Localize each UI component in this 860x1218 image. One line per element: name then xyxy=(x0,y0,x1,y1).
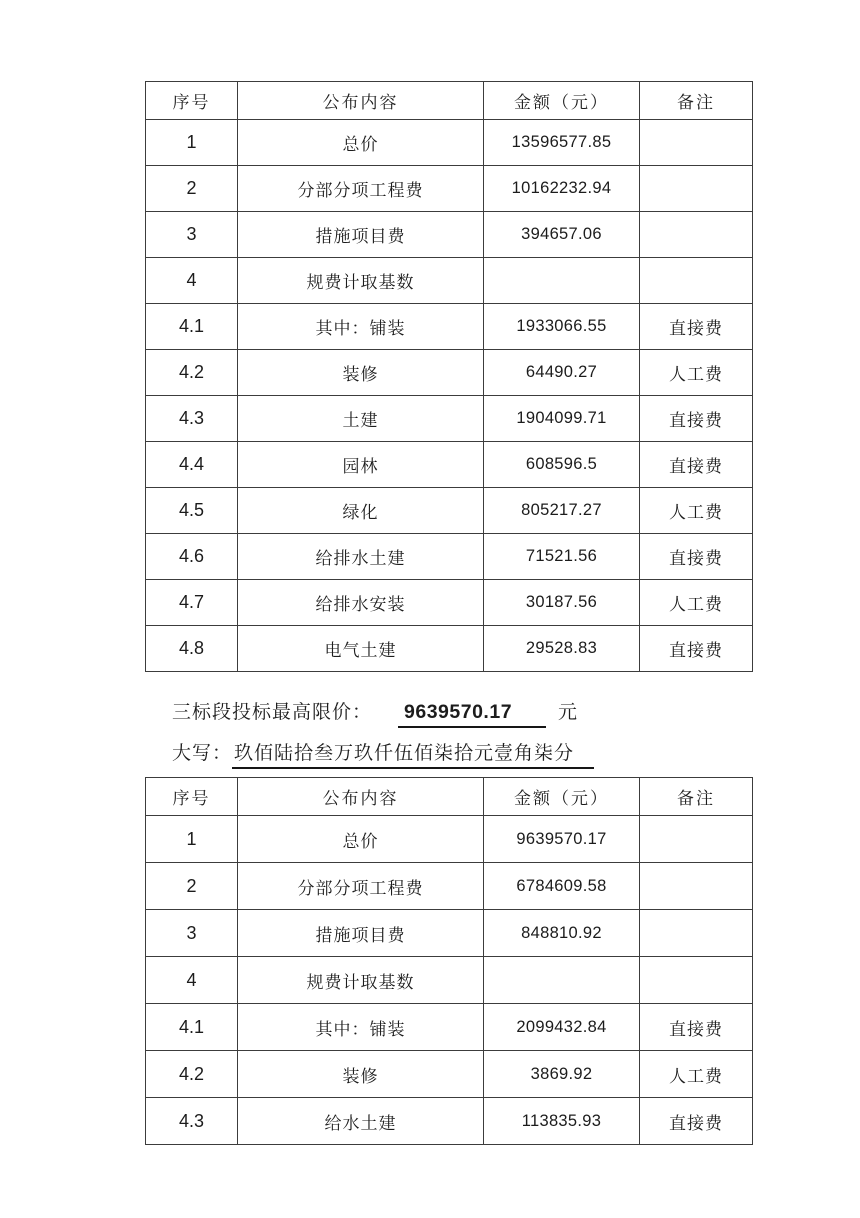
column-header-content: 公布内容 xyxy=(238,778,484,816)
table-row xyxy=(146,350,753,396)
table-row xyxy=(146,1004,753,1051)
cell-amount: 805217.27 xyxy=(484,488,640,534)
cell-amount: 9639570.17 xyxy=(484,816,640,863)
cell-content: 分部分项工程费 xyxy=(238,863,484,910)
cell-seq: 4.6 xyxy=(146,534,238,580)
cell-remark xyxy=(640,863,753,910)
cell-remark xyxy=(640,212,753,258)
max-price-line xyxy=(172,699,860,728)
cell-content: 给排水安装 xyxy=(238,580,484,626)
cell-remark xyxy=(640,957,753,1004)
cell-content: 园林 xyxy=(238,442,484,488)
cell-content: 给水土建 xyxy=(238,1098,484,1145)
max-price-amount: 9639570.17 xyxy=(398,699,546,728)
cell-remark: 直接费 xyxy=(640,1004,753,1051)
cell-amount: 71521.56 xyxy=(484,534,640,580)
table-row xyxy=(146,910,753,957)
cell-seq: 4.5 xyxy=(146,488,238,534)
cell-seq: 4 xyxy=(146,957,238,1004)
table-row xyxy=(146,1051,753,1098)
cell-content: 措施项目费 xyxy=(238,910,484,957)
table-row xyxy=(146,863,753,910)
cell-content: 分部分项工程费 xyxy=(238,166,484,212)
amount-in-words-line xyxy=(172,740,860,769)
cell-amount: 29528.83 xyxy=(484,626,640,672)
cell-amount: 64490.27 xyxy=(484,350,640,396)
table-row xyxy=(146,957,753,1004)
table-body xyxy=(146,120,753,672)
cell-amount: 1904099.71 xyxy=(484,396,640,442)
cell-content: 总价 xyxy=(238,120,484,166)
cell-amount: 10162232.94 xyxy=(484,166,640,212)
cell-remark: 直接费 xyxy=(640,534,753,580)
cell-seq: 4.1 xyxy=(146,1004,238,1051)
column-header-remark: 备注 xyxy=(640,82,753,120)
cell-content: 给排水土建 xyxy=(238,534,484,580)
column-header-amount: 金额（元） xyxy=(484,778,640,816)
cell-seq: 4.8 xyxy=(146,626,238,672)
table-row xyxy=(146,580,753,626)
cell-amount: 1933066.55 xyxy=(484,304,640,350)
table-row xyxy=(146,534,753,580)
cell-seq: 4.2 xyxy=(146,350,238,396)
max-price-label: 三标段投标最高限价： xyxy=(172,701,373,723)
table-row xyxy=(146,1098,753,1145)
cell-amount: 113835.93 xyxy=(484,1098,640,1145)
cell-remark: 直接费 xyxy=(640,1098,753,1145)
cell-amount: 6784609.58 xyxy=(484,863,640,910)
amount-in-words-label: 大写： xyxy=(172,742,233,764)
cell-seq: 2 xyxy=(146,166,238,212)
header-row xyxy=(146,778,753,816)
cell-seq: 4.1 xyxy=(146,304,238,350)
cell-seq: 1 xyxy=(146,120,238,166)
cell-seq: 4.3 xyxy=(146,396,238,442)
table-row xyxy=(146,304,753,350)
cell-content: 规费计取基数 xyxy=(238,258,484,304)
cell-seq: 4.3 xyxy=(146,1098,238,1145)
header-row xyxy=(146,82,753,120)
cell-remark: 人工费 xyxy=(640,580,753,626)
table-row xyxy=(146,166,753,212)
cell-seq: 3 xyxy=(146,212,238,258)
cell-remark: 直接费 xyxy=(640,396,753,442)
cell-seq: 4.7 xyxy=(146,580,238,626)
cell-content: 总价 xyxy=(238,816,484,863)
cell-remark: 人工费 xyxy=(640,350,753,396)
cell-remark: 直接费 xyxy=(640,304,753,350)
cell-content: 其中：铺装 xyxy=(238,304,484,350)
cell-amount: 30187.56 xyxy=(484,580,640,626)
max-price-unit: 元 xyxy=(558,701,579,723)
cell-remark: 直接费 xyxy=(640,442,753,488)
cell-amount: 2099432.84 xyxy=(484,1004,640,1051)
cell-seq: 4 xyxy=(146,258,238,304)
cell-seq: 4.2 xyxy=(146,1051,238,1098)
column-header-remark: 备注 xyxy=(640,778,753,816)
cell-amount xyxy=(484,957,640,1004)
cell-seq: 2 xyxy=(146,863,238,910)
bid-section-price-table-1 xyxy=(145,81,753,672)
cell-remark: 人工费 xyxy=(640,488,753,534)
column-header-seq: 序号 xyxy=(146,778,238,816)
cell-remark xyxy=(640,816,753,863)
cell-amount xyxy=(484,258,640,304)
column-header-seq: 序号 xyxy=(146,82,238,120)
amount-in-words-text: 玖佰陆拾叁万玖仟伍佰柒拾元壹角柒分 xyxy=(232,740,594,769)
table-row xyxy=(146,120,753,166)
cell-content: 装修 xyxy=(238,350,484,396)
bid-section-price-table-2 xyxy=(145,777,753,1145)
cell-amount: 608596.5 xyxy=(484,442,640,488)
cell-amount: 3869.92 xyxy=(484,1051,640,1098)
cell-content: 电气土建 xyxy=(238,626,484,672)
cell-remark xyxy=(640,166,753,212)
cell-amount: 394657.06 xyxy=(484,212,640,258)
table-row xyxy=(146,488,753,534)
cell-remark: 人工费 xyxy=(640,1051,753,1098)
cell-content: 绿化 xyxy=(238,488,484,534)
cell-amount: 13596577.85 xyxy=(484,120,640,166)
cell-remark xyxy=(640,258,753,304)
cell-content: 规费计取基数 xyxy=(238,957,484,1004)
cell-content: 措施项目费 xyxy=(238,212,484,258)
table-row xyxy=(146,396,753,442)
table-row xyxy=(146,816,753,863)
table-body xyxy=(146,816,753,1145)
table-row xyxy=(146,626,753,672)
cell-remark: 直接费 xyxy=(640,626,753,672)
table-header-row xyxy=(146,778,753,816)
cell-content: 装修 xyxy=(238,1051,484,1098)
cell-seq: 4.4 xyxy=(146,442,238,488)
column-header-content: 公布内容 xyxy=(238,82,484,120)
cell-remark xyxy=(640,120,753,166)
cell-seq: 3 xyxy=(146,910,238,957)
table-row xyxy=(146,442,753,488)
table-row xyxy=(146,212,753,258)
column-header-amount: 金额（元） xyxy=(484,82,640,120)
table-row xyxy=(146,258,753,304)
cell-amount: 848810.92 xyxy=(484,910,640,957)
table-header-row xyxy=(146,82,753,120)
cell-seq: 1 xyxy=(146,816,238,863)
cell-remark xyxy=(640,910,753,957)
cell-content: 土建 xyxy=(238,396,484,442)
cell-content: 其中：铺装 xyxy=(238,1004,484,1051)
